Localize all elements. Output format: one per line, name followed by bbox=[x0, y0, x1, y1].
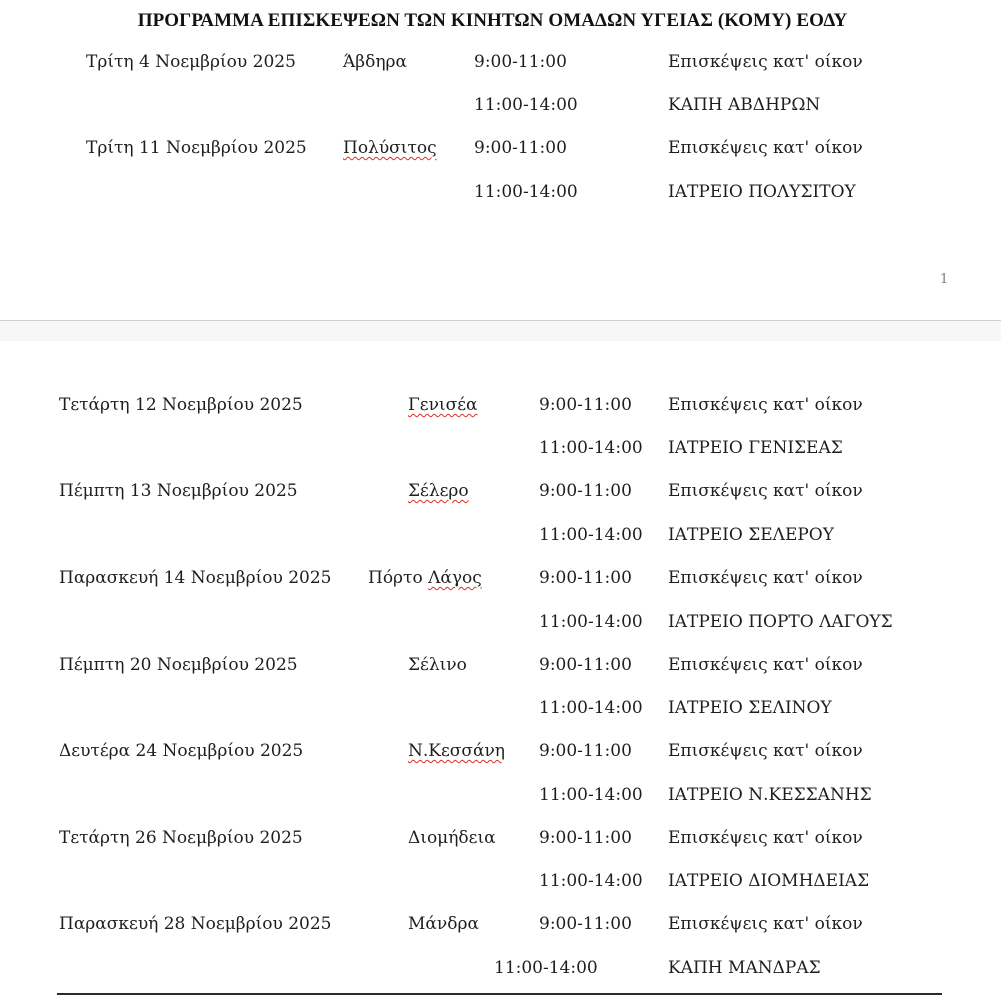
entry-date: Παρασκευή 14 Νοεμβρίου 2025 bbox=[59, 568, 332, 588]
slot-activity: Επισκέψεις κατ' οίκον bbox=[668, 52, 863, 72]
entry-location: Ν.Κεσσάνη bbox=[408, 741, 505, 761]
slot-time: 11:00-14:00 bbox=[494, 958, 598, 978]
slot-time: 11:00-14:00 bbox=[539, 785, 643, 805]
slot-activity: ΙΑΤΡΕΙΟ ΣΕΛΕΡΟΥ bbox=[668, 525, 834, 545]
slot-time: 11:00-14:00 bbox=[474, 182, 578, 202]
document-page-1 bbox=[0, 0, 1001, 320]
slot-activity: Επισκέψεις κατ' οίκον bbox=[668, 481, 863, 501]
slot-time: 11:00-14:00 bbox=[539, 612, 643, 632]
slot-activity: ΙΑΤΡΕΙΟ ΓΕΝΙΣΕΑΣ bbox=[668, 438, 843, 458]
slot-time: 9:00-11:00 bbox=[539, 655, 632, 675]
entry-date: Δευτέρα 24 Νοεμβρίου 2025 bbox=[59, 741, 304, 761]
slot-time: 11:00-14:00 bbox=[539, 871, 643, 891]
entry-location: Σέλερο bbox=[408, 481, 469, 501]
entry-location bbox=[368, 567, 482, 589]
slot-activity: Επισκέψεις κατ' οίκον bbox=[668, 138, 863, 158]
slot-activity: Επισκέψεις κατ' οίκον bbox=[668, 914, 863, 934]
footer-rule bbox=[57, 993, 942, 995]
slot-time: 9:00-11:00 bbox=[539, 828, 632, 848]
document-title: ΠΡΟΓΡΑΜΜΑ ΕΠΙΣΚΕΨΕΩΝ ΤΩΝ ΚΙΝΗΤΩΝ ΟΜΑΔΩΝ ΥΓΕΙΑΣ (ΚΟΜΥ) ΕΟΔΥ bbox=[137, 10, 848, 31]
entry-location: Άβδηρα bbox=[343, 52, 407, 72]
entry-date: Τετάρτη 12 Νοεμβρίου 2025 bbox=[59, 395, 303, 415]
slot-time: 11:00-14:00 bbox=[539, 438, 643, 458]
location-name: Λάγος bbox=[428, 568, 482, 588]
slot-activity: ΚΑΠΗ ΑΒΔΗΡΩΝ bbox=[668, 95, 821, 115]
slot-activity: Επισκέψεις κατ' οίκον bbox=[668, 568, 863, 588]
slot-time: 9:00-11:00 bbox=[474, 52, 567, 72]
entry-date: Τρίτη 11 Νοεμβρίου 2025 bbox=[86, 138, 307, 158]
slot-activity: Επισκέψεις κατ' οίκον bbox=[668, 741, 863, 761]
entry-date: Πέμπτη 20 Νοεμβρίου 2025 bbox=[59, 655, 298, 675]
entry-location: Γενισέα bbox=[408, 395, 478, 415]
slot-activity: ΙΑΤΡΕΙΟ ΠΟΛΥΣΙΤΟΥ bbox=[668, 182, 856, 202]
slot-activity: ΙΑΤΡΕΙΟ ΠΟΡΤΟ ΛΑΓΟΥΣ bbox=[668, 612, 893, 632]
entry-location: Σέλινο bbox=[408, 655, 467, 675]
slot-activity: ΙΑΤΡΕΙΟ ΣΕΛΙΝΟΥ bbox=[668, 698, 832, 718]
slot-time: 11:00-14:00 bbox=[539, 698, 643, 718]
entry-date: Πέμπτη 13 Νοεμβρίου 2025 bbox=[59, 481, 298, 501]
slot-activity: ΚΑΠΗ ΜΑΝΔΡΑΣ bbox=[668, 958, 821, 978]
page-break bbox=[0, 320, 1001, 342]
slot-time: 9:00-11:00 bbox=[539, 914, 632, 934]
slot-time: 9:00-11:00 bbox=[539, 568, 632, 588]
document-page-2 bbox=[0, 341, 1001, 1000]
entry-location: Διομήδεια bbox=[408, 828, 496, 848]
slot-time: 11:00-14:00 bbox=[474, 95, 578, 115]
entry-location: Μάνδρα bbox=[408, 914, 479, 934]
slot-time: 11:00-14:00 bbox=[539, 525, 643, 545]
entry-location: Πολύσιτος bbox=[343, 138, 437, 158]
slot-time: 9:00-11:00 bbox=[539, 481, 632, 501]
slot-activity: Επισκέψεις κατ' οίκον bbox=[668, 828, 863, 848]
slot-activity: Επισκέψεις κατ' οίκον bbox=[668, 395, 863, 415]
slot-time: 9:00-11:00 bbox=[539, 741, 632, 761]
slot-activity: Επισκέψεις κατ' οίκον bbox=[668, 655, 863, 675]
page-number: 1 bbox=[940, 272, 949, 287]
slot-activity: ΙΑΤΡΕΙΟ Ν.ΚΕΣΣΑΝΗΣ bbox=[668, 785, 872, 805]
slot-time: 9:00-11:00 bbox=[474, 138, 567, 158]
entry-date: Τετάρτη 26 Νοεμβρίου 2025 bbox=[59, 828, 303, 848]
entry-date: Παρασκευή 28 Νοεμβρίου 2025 bbox=[59, 914, 332, 934]
slot-time: 9:00-11:00 bbox=[539, 395, 632, 415]
entry-date: Τρίτη 4 Νοεμβρίου 2025 bbox=[86, 52, 296, 72]
slot-activity: ΙΑΤΡΕΙΟ ΔΙΟΜΗΔΕΙΑΣ bbox=[668, 871, 870, 891]
location-prefix: Πόρτο bbox=[368, 568, 429, 588]
